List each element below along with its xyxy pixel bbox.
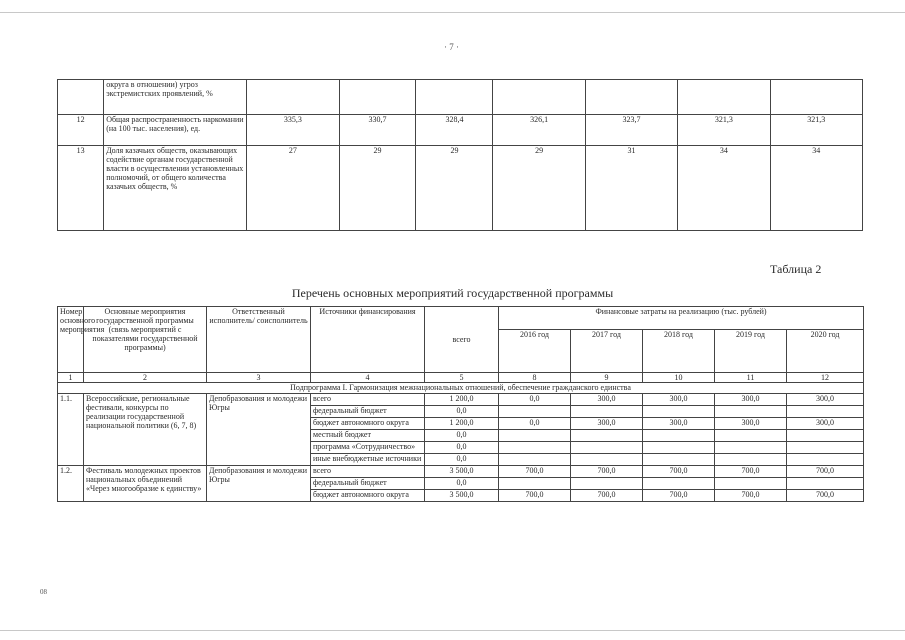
header-activity: Основные мероприятия государственной программы (связь мероприятий с показателями государственной программы) <box>84 307 207 373</box>
page-number: · 7 · <box>444 42 459 52</box>
scan-edge-top <box>0 12 905 13</box>
indicator-row <box>58 80 863 115</box>
funding-value <box>787 442 864 454</box>
column-numbers-row <box>58 373 864 383</box>
header-year: 2017 год <box>571 330 643 373</box>
funding-value <box>715 454 787 466</box>
funding-source: местный бюджет <box>311 430 425 442</box>
indicator-row <box>58 115 863 146</box>
funding-source: федеральный бюджет <box>311 478 425 490</box>
activities-table <box>57 306 864 502</box>
funding-value <box>715 430 787 442</box>
indicator-value: 323,7 <box>585 115 677 146</box>
funding-source: всего <box>311 466 425 478</box>
indicator-row <box>58 146 863 231</box>
indicator-value: 31 <box>585 146 677 231</box>
funding-value: 700,0 <box>715 490 787 502</box>
funding-source: всего <box>311 394 425 406</box>
funding-value <box>787 454 864 466</box>
funding-value: 0,0 <box>425 406 499 418</box>
activity-row <box>58 394 864 406</box>
funding-value: 700,0 <box>571 466 643 478</box>
funding-value: 300,0 <box>715 418 787 430</box>
funding-value: 300,0 <box>571 418 643 430</box>
funding-value <box>715 442 787 454</box>
table-title: Перечень основных мероприятий государственной программы <box>291 286 614 300</box>
funding-value: 3 500,0 <box>425 490 499 502</box>
header-financial: Финансовые затраты на реализацию (тыс. рублей) <box>499 307 864 330</box>
header-year: 2016 год <box>499 330 571 373</box>
funding-value: 300,0 <box>787 418 864 430</box>
activity-num: 1.2. <box>58 466 84 502</box>
indicator-value: 27 <box>247 146 339 231</box>
indicators-table <box>57 79 863 231</box>
indicator-value: 321,3 <box>770 115 862 146</box>
funding-source: бюджет автономного округа <box>311 490 425 502</box>
indicator-value: 34 <box>678 146 770 231</box>
indicator-name: Общая распространенность наркомании (на 100 тыс. населения), ед. <box>104 115 247 146</box>
funding-value: 700,0 <box>787 466 864 478</box>
indicator-value: 29 <box>416 146 493 231</box>
indicator-value <box>416 80 493 115</box>
funding-value: 700,0 <box>499 466 571 478</box>
indicator-value <box>493 80 585 115</box>
funding-value <box>571 430 643 442</box>
funding-value <box>787 406 864 418</box>
table-label: Таблица 2 <box>770 262 822 276</box>
funding-value <box>499 406 571 418</box>
indicator-value: 321,3 <box>678 115 770 146</box>
column-number: 2 <box>84 373 207 383</box>
indicator-num: 13 <box>58 146 104 231</box>
column-number: 12 <box>787 373 864 383</box>
activity-num: 1.1. <box>58 394 84 466</box>
funding-value: 300,0 <box>643 418 715 430</box>
indicator-value <box>678 80 770 115</box>
scan-edge-bottom <box>0 630 905 631</box>
funding-value <box>571 442 643 454</box>
indicator-value <box>585 80 677 115</box>
funding-value <box>571 406 643 418</box>
funding-source: федеральный бюджет <box>311 406 425 418</box>
indicator-value: 29 <box>339 146 416 231</box>
funding-value <box>643 430 715 442</box>
subprogram-title: Подпрограмма I. Гармонизация межнациональных отношений, обеспечение гражданского единства <box>58 383 864 394</box>
indicator-value: 34 <box>770 146 862 231</box>
indicator-num: 12 <box>58 115 104 146</box>
funding-value <box>787 478 864 490</box>
column-number: 8 <box>499 373 571 383</box>
header-responsible: Ответственный исполнитель/ соисполнитель <box>207 307 311 373</box>
footer-number: 08 <box>40 588 47 596</box>
funding-source: иные внебюджетные источники <box>311 454 425 466</box>
indicator-name: Доля казачьих обществ, оказывающих содействие органам государственной власти в осуществлении установленных полномочий, от общего количества казачьих обществ, % <box>104 146 247 231</box>
indicator-value <box>247 80 339 115</box>
funding-value <box>787 430 864 442</box>
funding-value: 300,0 <box>715 394 787 406</box>
column-number: 10 <box>643 373 715 383</box>
column-number: 9 <box>571 373 643 383</box>
indicator-value: 335,3 <box>247 115 339 146</box>
funding-value <box>499 442 571 454</box>
header-total: всего <box>425 307 499 373</box>
header-row <box>58 307 864 330</box>
activity-row <box>58 466 864 478</box>
column-number: 1 <box>58 373 84 383</box>
funding-value <box>715 406 787 418</box>
indicator-value: 29 <box>493 146 585 231</box>
funding-value: 700,0 <box>715 466 787 478</box>
funding-value: 0,0 <box>499 418 571 430</box>
indicator-value: 330,7 <box>339 115 416 146</box>
header-year: 2019 год <box>715 330 787 373</box>
activity-responsible: Депобразования и молодежи Югры <box>207 394 311 466</box>
funding-value <box>571 478 643 490</box>
indicator-name: округа в отношении) угроз экстремистских проявлений, % <box>104 80 247 115</box>
funding-value: 0,0 <box>425 430 499 442</box>
funding-value: 300,0 <box>643 394 715 406</box>
funding-value: 3 500,0 <box>425 466 499 478</box>
column-number: 5 <box>425 373 499 383</box>
funding-value: 700,0 <box>787 490 864 502</box>
indicator-value <box>339 80 416 115</box>
funding-value: 1 200,0 <box>425 394 499 406</box>
column-number: 11 <box>715 373 787 383</box>
funding-value <box>499 430 571 442</box>
header-source: Источники финансирования <box>311 307 425 373</box>
indicator-value <box>770 80 862 115</box>
funding-value <box>643 442 715 454</box>
indicator-num <box>58 80 104 115</box>
funding-value: 300,0 <box>787 394 864 406</box>
funding-value: 300,0 <box>571 394 643 406</box>
funding-value: 1 200,0 <box>425 418 499 430</box>
funding-value: 700,0 <box>571 490 643 502</box>
funding-value <box>643 454 715 466</box>
column-number: 4 <box>311 373 425 383</box>
activity-name: Всероссийские, региональные фестивали, конкурсы по реализации государственной национальной политики (6, 7, 8) <box>84 394 207 466</box>
funding-value <box>643 406 715 418</box>
funding-value: 0,0 <box>425 454 499 466</box>
funding-value: 0,0 <box>425 478 499 490</box>
funding-value: 700,0 <box>643 490 715 502</box>
funding-value: 700,0 <box>643 466 715 478</box>
indicator-value: 328,4 <box>416 115 493 146</box>
funding-source: программа «Сотрудничество» <box>311 442 425 454</box>
header-year: 2018 год <box>643 330 715 373</box>
funding-value <box>499 478 571 490</box>
column-number: 3 <box>207 373 311 383</box>
header-year: 2020 год <box>787 330 864 373</box>
funding-value: 700,0 <box>499 490 571 502</box>
activity-name: Фестиваль молодежных проектов национальных объединений «Через многообразие к единству» <box>84 466 207 502</box>
funding-value <box>643 478 715 490</box>
funding-value <box>499 454 571 466</box>
header-num: Номер основного мероприятия <box>58 307 84 373</box>
indicator-value: 326,1 <box>493 115 585 146</box>
funding-value: 0,0 <box>499 394 571 406</box>
subprogram-row <box>58 383 864 394</box>
funding-value <box>571 454 643 466</box>
funding-value <box>715 478 787 490</box>
activity-responsible: Депобразования и молодежи Югры <box>207 466 311 502</box>
funding-source: бюджет автономного округа <box>311 418 425 430</box>
funding-value: 0,0 <box>425 442 499 454</box>
